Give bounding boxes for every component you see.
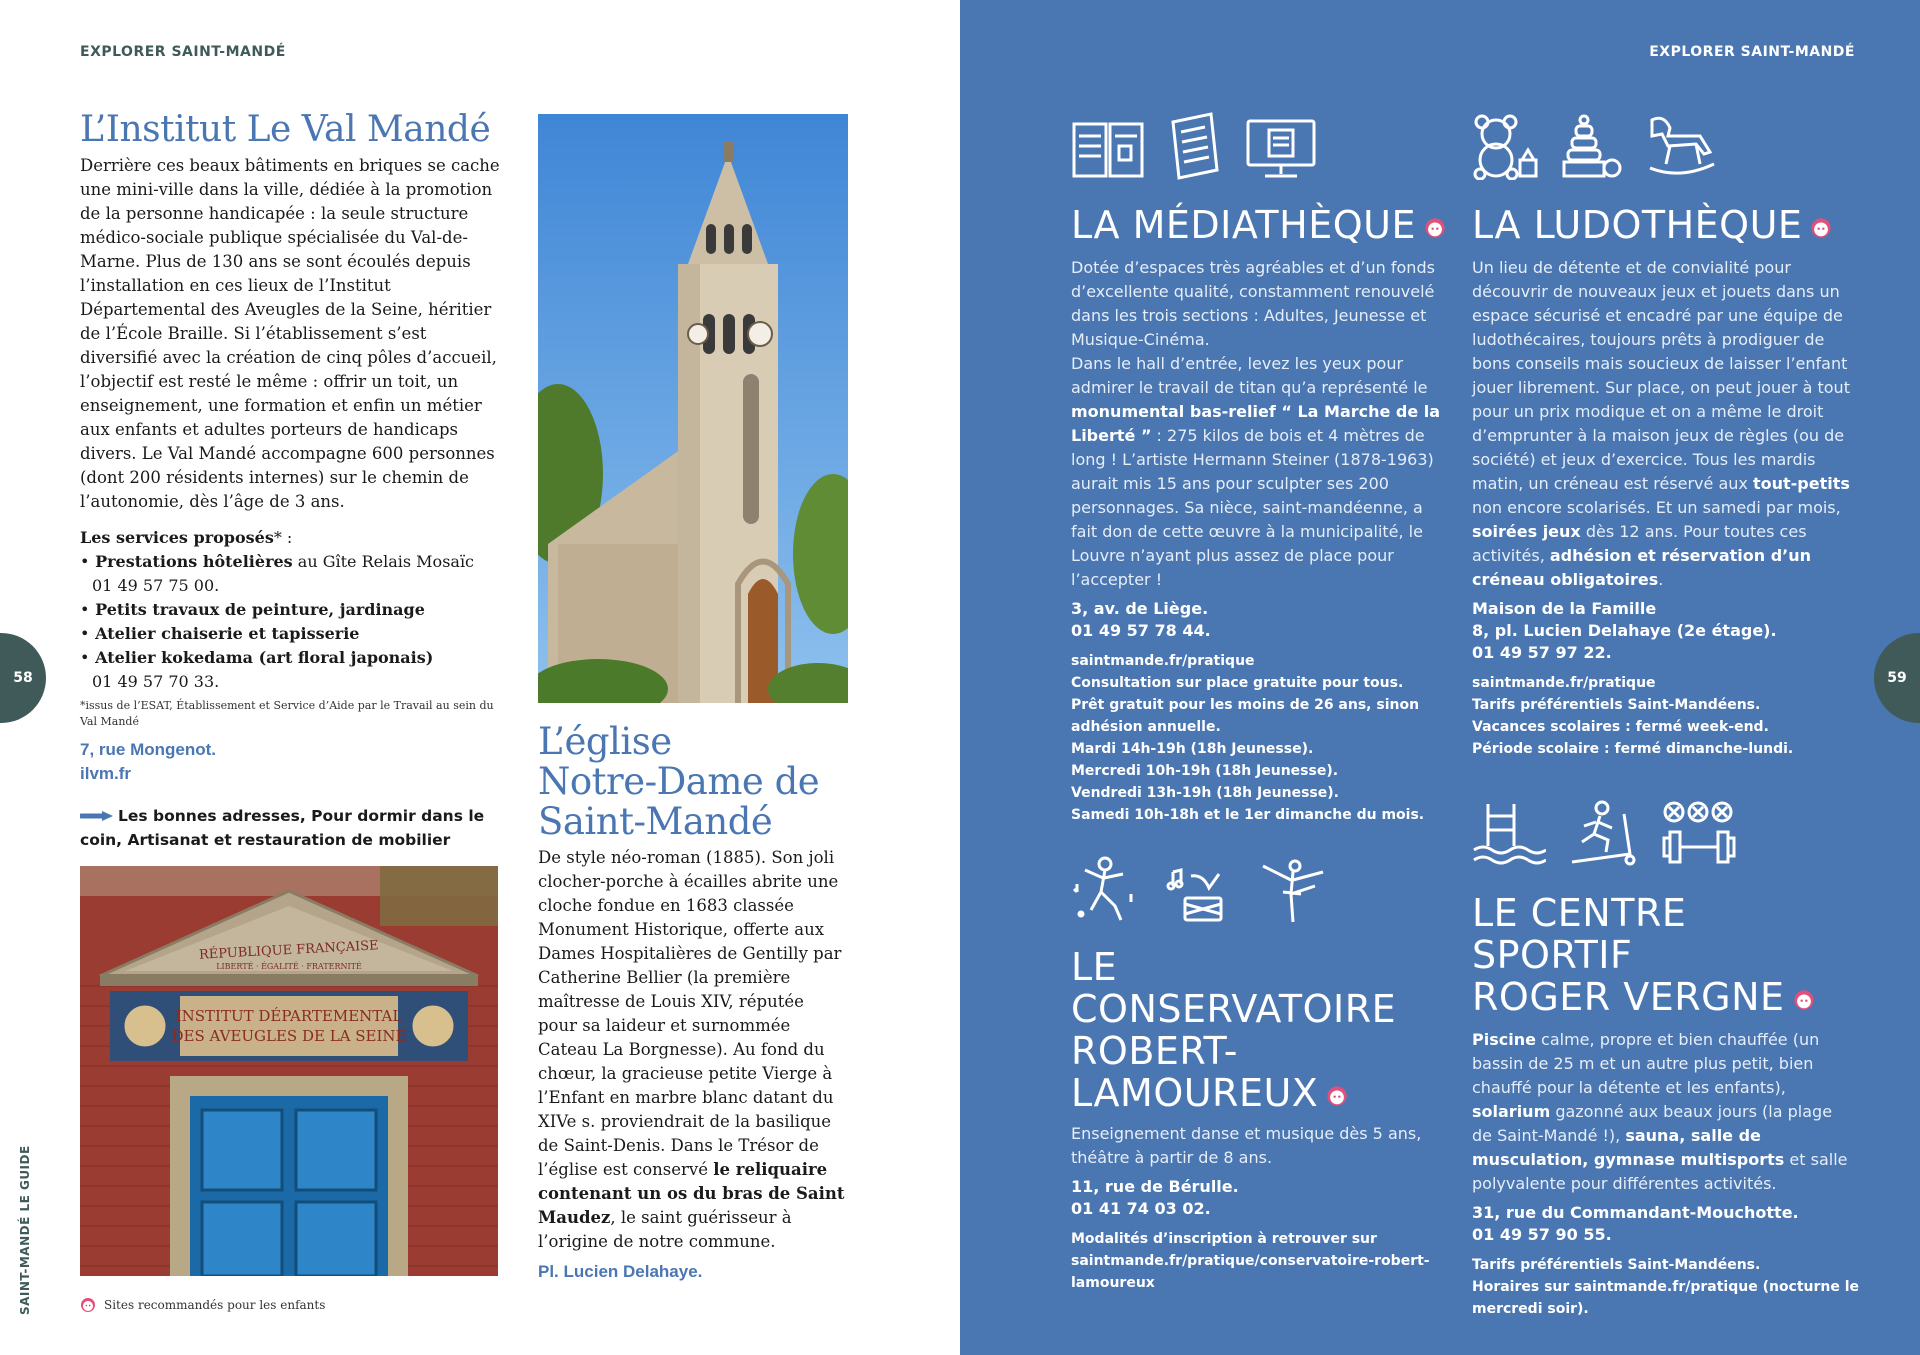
- open-book-icon: [1071, 116, 1145, 180]
- ludotheque-address-2: 8, pl. Lucien Delahaye (2e étage).: [1472, 621, 1777, 640]
- sign-line-2: LIBERTÉ · ÉGALITÉ · FRATERNITÉ: [216, 962, 362, 971]
- conservatoire-contact: [1071, 1176, 1451, 1220]
- music-instruments-icon: [1163, 854, 1235, 926]
- ludotheque-info: [1472, 672, 1852, 760]
- ludotheque-link[interactable]: saintmande.fr/pratique: [1472, 675, 1656, 691]
- arrow-icon: [80, 810, 114, 822]
- sport-body: [1472, 1028, 1852, 1196]
- stacking-rings-icon: [1562, 114, 1622, 180]
- rocking-horse-icon: [1644, 114, 1718, 180]
- ludotheque-contact: [1472, 598, 1852, 664]
- mediatheque-body-bold: monumental bas-relief “ La Marche de la Liberté ”: [1071, 402, 1441, 445]
- service-detail: au Gîte Relais Mosaïc: [292, 551, 475, 571]
- treadmill-runner-icon: [1568, 800, 1640, 870]
- mediatheque-body-2: [1071, 352, 1451, 592]
- conservatoire-phone: 01 41 74 03 02.: [1071, 1199, 1211, 1218]
- sport-title: [1472, 892, 1852, 1018]
- conservatoire-title: [1071, 946, 1451, 1114]
- sport-title-line: LE CENTRE SPORTIF: [1472, 891, 1687, 977]
- conservatoire-info: [1071, 1228, 1451, 1294]
- ludotheque-address-1: Maison de la Famille: [1472, 599, 1657, 618]
- conservatoire-link-end[interactable]: lamoureux: [1071, 1275, 1155, 1291]
- sport-body-text: et salle polyvalente pour différentes activités.: [1472, 1150, 1848, 1193]
- kids-legend: [80, 1297, 325, 1313]
- info-line: Tarifs préférentiels Saint-Mandéens.: [1472, 1257, 1761, 1273]
- conservatoire-title-line: ROBERT-: [1071, 1029, 1238, 1073]
- services-title: Les services proposés: [80, 527, 274, 547]
- conservatoire-icons: [1071, 850, 1451, 926]
- institut-website-link[interactable]: ilvm.fr: [80, 763, 132, 783]
- church-body-block: [538, 846, 848, 1284]
- church-body: [538, 846, 848, 1254]
- list-item: • Atelier kokedama (art floral japonais) 01 49 57 70 33.: [80, 647, 434, 691]
- left-header: EXPLORER SAINT-MANDÉ: [80, 44, 286, 60]
- conservatoire-address: 11, rue de Bérulle.: [1071, 1177, 1239, 1196]
- info-line: Mercredi 10h-19h (18h Jeunesse).: [1071, 763, 1339, 779]
- ludotheque-body-text: non encore scolarisés. Et un samedi par mois,: [1472, 498, 1841, 517]
- sport-body-bold: Piscine: [1472, 1030, 1536, 1049]
- list-item: • Petits travaux de peinture, jardinage: [80, 599, 425, 619]
- services-footnote: *issus de l’ESAT, Établissement et Service d’Aide par le Travail au sein du Val Mandé: [80, 698, 494, 728]
- mediatheque-body-1: Dotée d’espaces très agréables et d’un fonds d’excellente qualité, constamment renouvelé dans les trois sections : Adultes, Jeunesse et Musique-Cinéma.: [1071, 258, 1435, 349]
- kid-icon: [1326, 1085, 1348, 1107]
- sign-line-3: INSTITUT DÉPARTEMENTAL: [175, 1007, 403, 1025]
- sport-section: [1472, 800, 1860, 1320]
- ludotheque-body-bold: tout-petits: [1752, 474, 1850, 493]
- ludotheque-body-text: .: [1658, 570, 1664, 589]
- list-item: • Prestations hôtelières au Gîte Relais Mosaïc 01 49 57 75 00.: [80, 551, 475, 595]
- mediatheque-body-end: : 275 kilos de bois et 4 mètres de long ! L’artiste Hermann Steiner (1878-1963) aurait mis 15 ans pour sculpter ses 200 personnages. Sa nièce, saint-mandéenne, a fait don de cette œuvre à la municipalité, le Louvre n’ayant plus assez de place pour l’accepter !: [1071, 426, 1434, 589]
- mediatheque-section: [1071, 110, 1451, 826]
- services-suffix: * :: [273, 527, 293, 547]
- sport-body-text: calme, propre et bien chauffée (un bassin de 25 m et un autre plus petit, bien chauffé pour la détente et les enfants),: [1472, 1030, 1820, 1097]
- legend-text: Sites recommandés pour les enfants: [104, 1298, 326, 1312]
- ballerina-icon: [1257, 854, 1329, 926]
- ludotheque-icons: [1472, 110, 1852, 180]
- info-line: Consultation sur place gratuite pour tous.: [1071, 675, 1404, 691]
- service-name: Atelier kokedama (art floral japonais): [95, 647, 434, 667]
- ludotheque-body-text: dès 12 ans. Pour toutes ces activités,: [1472, 522, 1807, 565]
- institut-column: [80, 110, 500, 852]
- church-body-bold: le reliquaire contenant un os du bras de Saint Maudez: [538, 1160, 845, 1227]
- info-line: Vacances scolaires : fermé week-end.: [1472, 719, 1769, 735]
- church-body-text: De style néo-roman (1885). Son joli clocher-porche à écailles abrite une cloche fondue en 1683 classée Monument Historique, offerte aux Dames Hospitalières de Gentilly par Catherine Bellier (la première maîtresse de Louis XIV, réputée pour sa laideur et surnommée Cateau La Borgnesse). Au fond du chœur, la gracieuse petite Vierge à l’Enfant en marbre blanc datant du XIVe s. proviendrait de la basilique de Saint-Denis. Dans le Trésor de l’église est conservé: [538, 848, 842, 1179]
- church-title-line: Notre-Dame de: [538, 760, 820, 803]
- sport-body-bold: solarium: [1472, 1102, 1551, 1121]
- sport-link[interactable]: Horaires sur saintmande.fr/pratique (nocturne le: [1472, 1279, 1860, 1295]
- institut-body: Derrière ces beaux bâtiments en briques se cache une mini-ville dans la ville, dédiée à la promotion de la personne handicapée : la seule structure médico-sociale publique spécialisée du Val-de-Marne. Plus de 130 ans se sont écoulés depuis l’installation en ces lieux de l’Institut Départemental des Aveugles de la Seine, héritier de l’École Braille. Si l’établissement s’est diversifié avec la création de cinq pôles d’accueil, l’objectif est resté le même : offrir un toit, un enseignement, une formation et enfin un métier aux enfants et adultes porteurs de handicaps divers. Le Val Mandé accompagne 600 personnes (dont 200 résidents internes) sur le chemin de l’autonomie, dès l’âge de 3 ans.: [80, 155, 500, 511]
- service-phone: 01 49 57 75 00.: [92, 575, 220, 595]
- good-addresses-note: [80, 804, 500, 852]
- mediatheque-info: [1071, 650, 1451, 826]
- mediatheque-address: 3, av. de Liège.: [1071, 599, 1209, 618]
- conservatoire-body: Enseignement danse et musique dès 5 ans, théâtre à partir de 8 ans.: [1071, 1124, 1422, 1167]
- sport-phone: 01 49 57 90 55.: [1472, 1225, 1612, 1244]
- sport-icons: [1472, 800, 1852, 870]
- mediatheque-icons: [1071, 110, 1451, 180]
- ludotheque-body: [1472, 256, 1852, 592]
- dumbbell-icon: [1662, 800, 1736, 870]
- service-name: Prestations hôtelières: [95, 551, 293, 571]
- mediatheque-body-text: Dans le hall d’entrée, levez les yeux pour admirer le travail de titan qu’a représenté le: [1071, 354, 1428, 397]
- mediatheque-link[interactable]: saintmande.fr/pratique: [1071, 653, 1255, 669]
- ludotheque-body-bold: adhésion et réservation d’un créneau obligatoires: [1472, 546, 1812, 589]
- mediatheque-title: [1071, 204, 1451, 246]
- kid-icon: [80, 1297, 96, 1313]
- info-line: Samedi 10h-18h et le 1er dimanche du mois.: [1071, 807, 1425, 823]
- church-photo: [538, 114, 848, 703]
- service-phone: 01 49 57 70 33.: [92, 671, 220, 691]
- side-label: SAINT-MANDÉ LE GUIDE: [18, 1145, 32, 1315]
- info-line: Mardi 14h-19h (18h Jeunesse).: [1071, 741, 1314, 757]
- ludotheque-title-text: LA LUDOTHÈQUE: [1472, 203, 1803, 247]
- teddy-bear-icon: [1472, 114, 1540, 180]
- church-title-line: Saint-Mandé: [538, 800, 773, 843]
- conservatoire-title-line: LAMOUREUX: [1071, 1071, 1319, 1115]
- kid-icon: [1793, 989, 1815, 1011]
- sport-body-text: gazonné aux beaux jours (la plage de Saint-Mandé !),: [1472, 1102, 1833, 1145]
- dancing-child-icon: [1071, 854, 1141, 926]
- church-title-block: [538, 722, 848, 842]
- institut-title: L’Institut Le Val Mandé: [80, 109, 491, 150]
- info-line: adhésion annuelle.: [1071, 719, 1221, 735]
- services-heading: [80, 526, 500, 550]
- conservatoire-section: [1071, 850, 1451, 1294]
- ludotheque-title: [1472, 204, 1852, 246]
- sport-info: [1472, 1254, 1860, 1320]
- mediatheque-phone: 01 49 57 78 44.: [1071, 621, 1211, 640]
- service-name: Petits travaux de peinture, jardinage: [95, 599, 425, 619]
- info-line: mercredi soir).: [1472, 1301, 1589, 1317]
- ludotheque-phone: 01 49 57 97 22.: [1472, 643, 1612, 662]
- institut-address: 7, rue Mongenot.: [80, 739, 216, 759]
- church-body-end: , le saint guérisseur à l’origine de notre commune.: [538, 1208, 792, 1251]
- info-line: Modalités d’inscription à retrouver sur: [1071, 1231, 1377, 1247]
- kid-icon: [1810, 217, 1832, 239]
- magazine-icon: [1167, 112, 1223, 180]
- sport-body-bold: sauna, salle de musculation, gymnase multisports: [1472, 1126, 1785, 1169]
- page-number-left: 58: [0, 633, 46, 723]
- church-title: [538, 722, 848, 842]
- info-line: Prêt gratuit pour les moins de 26 ans, sinon: [1071, 697, 1420, 713]
- list-item: • Atelier chaiserie et tapisserie: [80, 623, 360, 643]
- kid-icon: [1424, 217, 1446, 239]
- sport-title-line: ROGER VERGNE: [1472, 975, 1785, 1019]
- right-header: EXPLORER SAINT-MANDÉ: [1649, 44, 1855, 60]
- computer-icon: [1245, 118, 1317, 180]
- ludotheque-body-bold: soirées jeux: [1472, 522, 1581, 541]
- sign-line-1: RÉPUBLIQUE FRANÇAISE: [198, 938, 379, 963]
- ludotheque-section: [1472, 110, 1852, 760]
- ludotheque-body-text: Un lieu de détente et de convialité pour découvrir de nouveaux jeux et jouets dans un espace sécurisé et encadré par une équipe de ludothécaires, toujours prêts à prodiguer de bons conseils mais soucieux de laisser l’enfant jouer librement. Sur place, on peut jouer à tout pour un prix modique et on a même le droit d’emprunter à la maison jeux de règles (ou de société) et jeux d’exercice. Tous les mardis matin, un créneau est réservé aux: [1472, 258, 1850, 493]
- conservatoire-link[interactable]: saintmande.fr/pratique/conservatoire-robert-: [1071, 1253, 1430, 1269]
- conservatoire-title-line: CONSERVATOIRE: [1071, 987, 1397, 1031]
- info-line: Vendredi 13h-19h (18h Jeunesse).: [1071, 785, 1339, 801]
- church-address: Pl. Lucien Delahaye.: [538, 1262, 703, 1281]
- info-line: Période scolaire : fermé dimanche-lundi.: [1472, 741, 1794, 757]
- page-number-right: 59: [1874, 633, 1920, 723]
- mediatheque-title-text: LA MÉDIATHÈQUE: [1071, 203, 1416, 247]
- sport-contact: [1472, 1202, 1852, 1246]
- service-name: Atelier chaiserie et tapisserie: [95, 623, 360, 643]
- mediatheque-contact: [1071, 598, 1451, 642]
- sign-line-4: DES AVEUGLES DE LA SEINE: [171, 1027, 407, 1045]
- church-title-line: L’église: [538, 720, 672, 763]
- good-addresses-text: Les bonnes adresses, Pour dormir dans le coin, Artisanat et restauration de mobilier: [80, 806, 485, 849]
- institut-photo: [80, 866, 498, 1276]
- swimming-pool-icon: [1472, 800, 1546, 870]
- conservatoire-title-line: LE: [1071, 945, 1118, 989]
- sport-address: 31, rue du Commandant-Mouchotte.: [1472, 1203, 1799, 1222]
- services-list: [80, 550, 500, 694]
- info-line: Tarifs préférentiels Saint-Mandéens.: [1472, 697, 1761, 713]
